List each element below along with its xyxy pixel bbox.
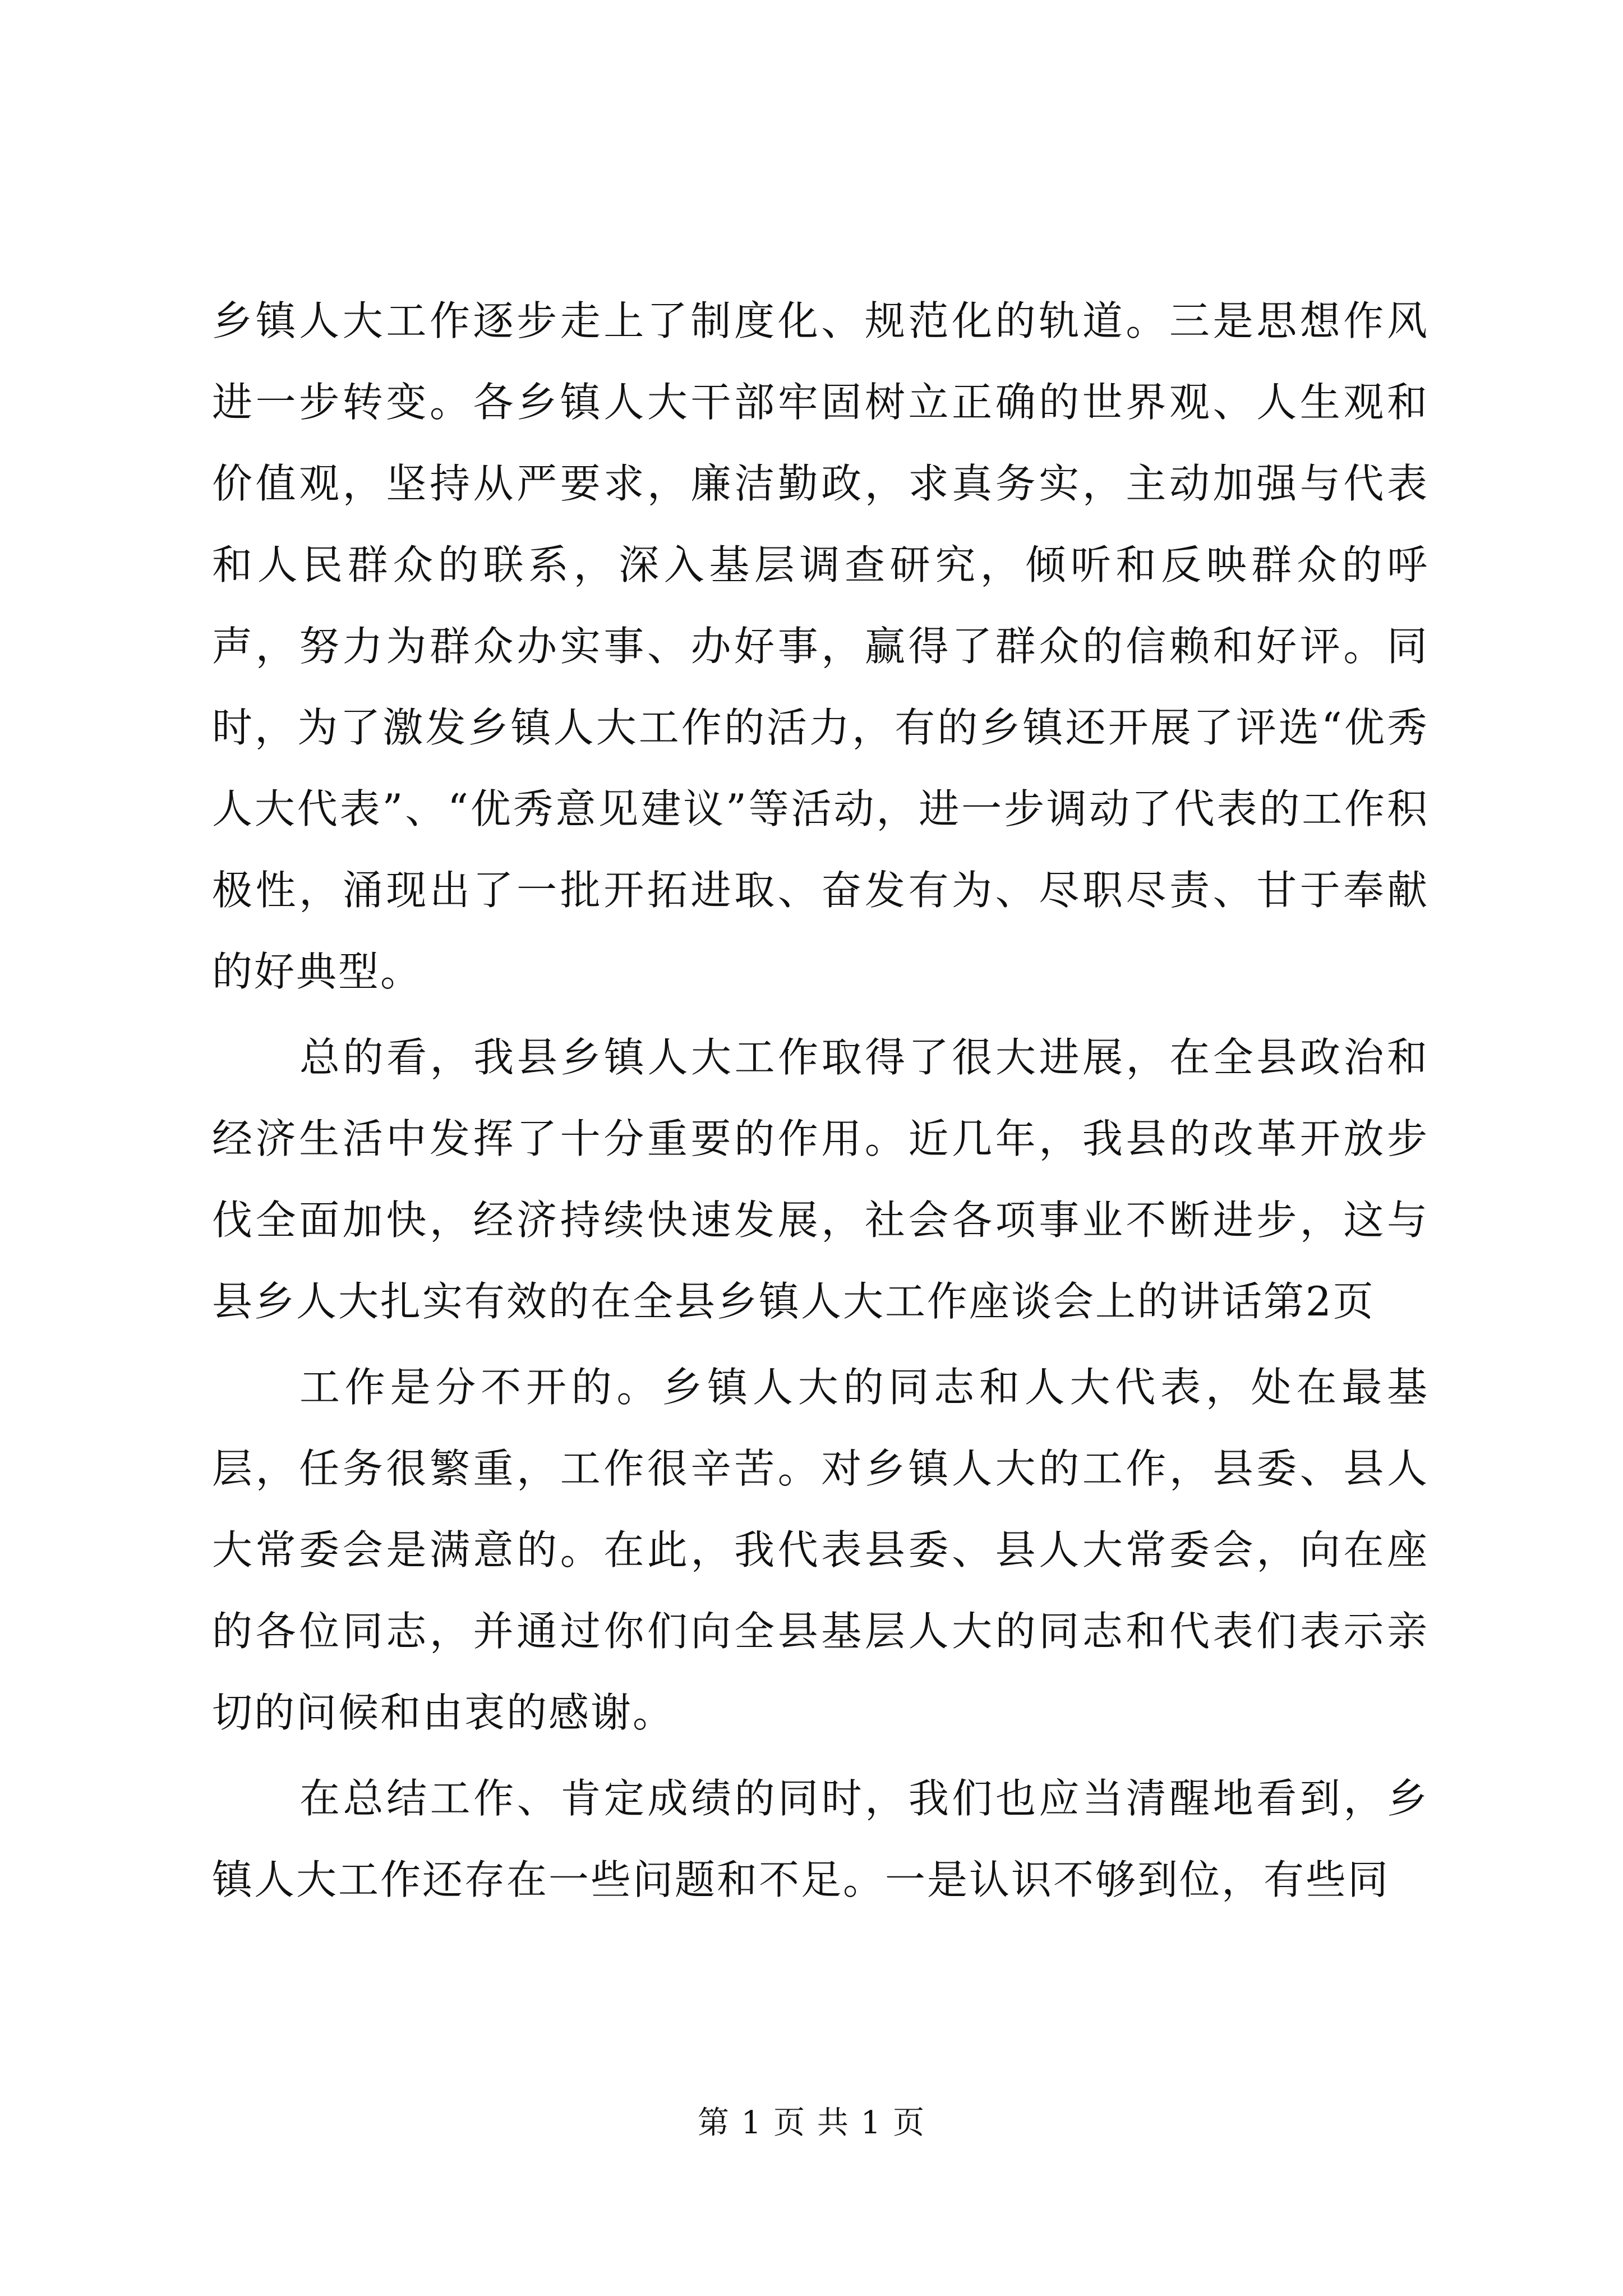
paragraph-thanks: 工作是分不开的。乡镇人大的同志和人大代表，处在最基层，任务很繁重，工作很辛苦。对乡镇人大的工作，县委、县人大常委会是满意的。在此，我代表县委、县人大常委会，向在座的各位同志，并通过你们向全县基层人大的同志和代表们表示亲切的问候和由衷的感谢。 <box>212 1364 1429 1736</box>
paragraph-summary: 总的看，我县乡镇人大工作取得了很大进展，在全县政治和经济生活中发挥了十分重要的作用。近几年，我县的改革开放步伐全面加快，经济持续快速发展，社会各项事业不断进步，这与县乡人大扎实有效的在全县乡镇人大工作座谈会上的讲话第2页 <box>212 1034 1429 1325</box>
paragraph-continued: 乡镇人大工作逐步走上了制度化、规范化的轨道。三是思想作风进一步转变。各乡镇人大干部牢固树立正确的世界观、人生观和价值观，坚持从严要求，廉洁勤政，求真务实，主动加强与代表和人民群众的联系，深入基层调查研究，倾听和反映群众的呼声，努力为群众办实事、办好事，赢得了群众的信赖和好评。同时，为了激发乡镇人大工作的活力，有的乡镇还开展了评选“优秀人大代表”、“优秀意见建议”等活动，进一步调动了代表的工作积极性，涌现出了一批开拓进取、奋发有为、尽职尽责、甘于奉献的好典型。 <box>212 297 1429 995</box>
paragraph-problems: 在总结工作、肯定成绩的同时，我们也应当清醒地看到，乡镇人大工作还存在一些问题和不足。一是认识不够到位，有些同 <box>212 1775 1429 1903</box>
document-body <box>212 280 1429 1921</box>
page-footer: 第 1 页 共 1 页 <box>697 2105 926 2141</box>
